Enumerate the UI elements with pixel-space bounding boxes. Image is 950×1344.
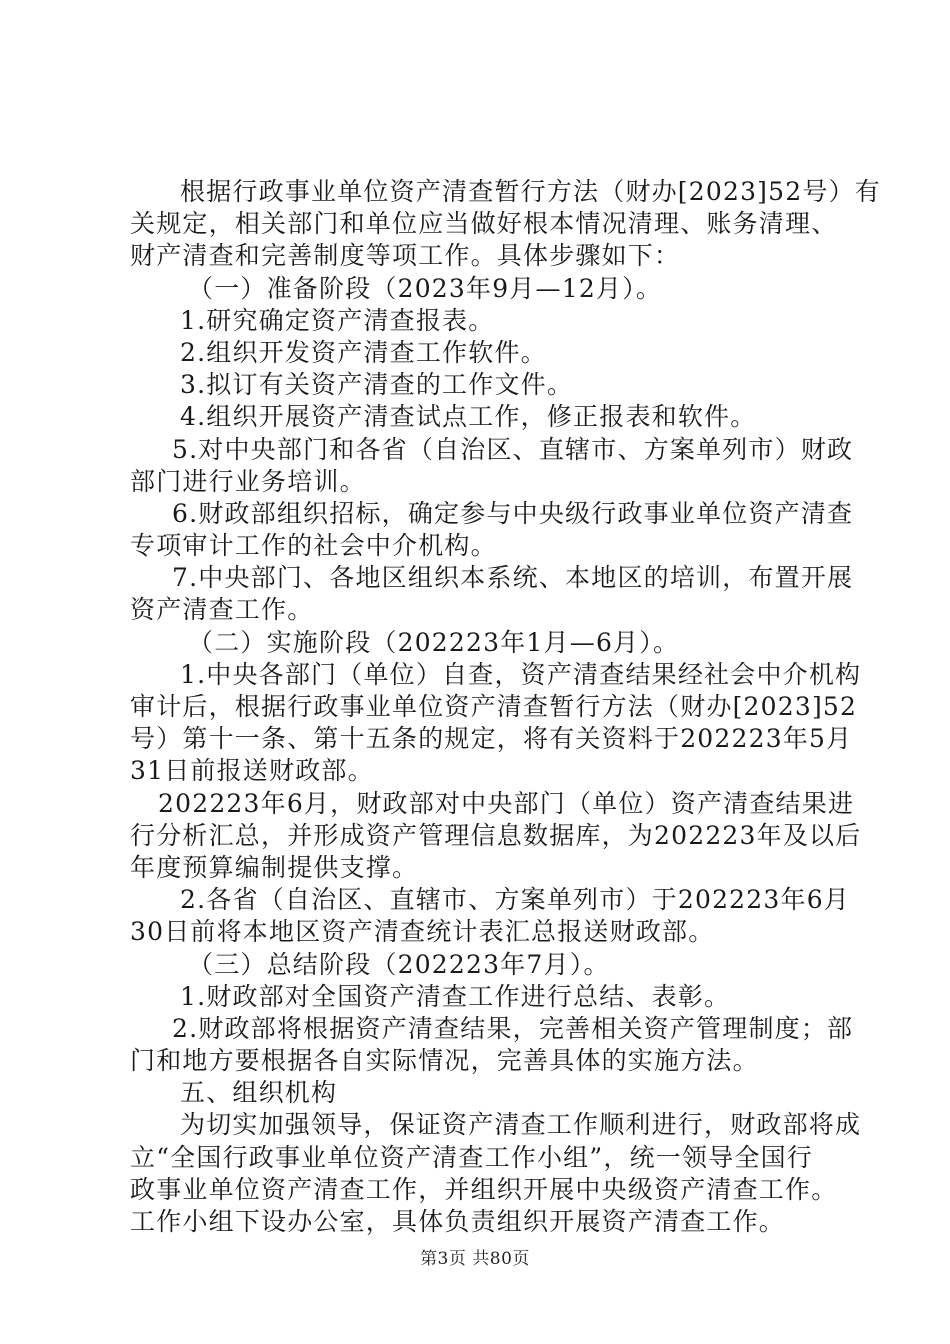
list-item: 1.财政部对全国资产清查工作进行总结、表彰。: [180, 981, 731, 1011]
section-heading: （一）准备阶段（2023年9月—12月）。: [188, 273, 663, 303]
list-item: 7.中央部门、各地区组织本系统、本地区的培训，布置开展: [172, 563, 854, 593]
paragraph-line: 专项审计工作的社会中介机构。: [130, 531, 497, 561]
page-number-footer: 第3页 共80页: [420, 1249, 530, 1269]
paragraph-line: 根据行政事业单位资产清查暂行方法（财办[2023]52号）有: [180, 177, 881, 206]
list-item: 3.拟订有关资产清查的工作文件。: [180, 370, 574, 400]
list-item: 2.组织开发资产清查工作软件。: [180, 337, 547, 367]
paragraph-line: 财产清查和完善制度等项工作。具体步骤如下：: [130, 241, 681, 271]
section-heading: （二）实施阶段（202223年1月—6月）。: [188, 627, 680, 657]
section-heading: （三）总结阶段（202223年7月）。: [188, 949, 610, 979]
list-item: 2.各省（自治区、直辖市、方案单列市）于202223年6月: [180, 885, 850, 915]
paragraph-line: 资产清查工作。: [130, 595, 314, 625]
paragraph-line: 政事业单位资产清查工作，并组织开展中央级资产清查工作。: [130, 1174, 838, 1204]
paragraph-line: 行分析汇总，并形成资产管理信息数据库，为202223年及以后: [130, 820, 862, 850]
paragraph-line: 号）第十一条、第十五条的规定，将有关资料于202223年5月: [130, 724, 853, 754]
paragraph-line: 审计后，根据行政事业单位资产清查暂行方法（财办[2023]52: [130, 692, 858, 721]
list-item: 5.对中央部门和各省（自治区、直辖市、方案单列市）财政: [172, 434, 854, 464]
paragraph-line: 部门进行业务培训。: [130, 466, 366, 496]
paragraph-line: 工作小组下设办公室，具体负责组织开展资产清查工作。: [130, 1207, 786, 1236]
list-item: 4.组织开展资产清查试点工作，修正报表和软件。: [180, 402, 757, 432]
list-item: 6.财政部组织招标，确定参与中央级行政事业单位资产清查: [172, 498, 854, 528]
list-item: 2.财政部将根据资产清查结果，完善相关资产管理制度；部: [172, 1013, 854, 1043]
list-item: 1.研究确定资产清查报表。: [180, 305, 495, 335]
paragraph-line: 年度预算编制提供支撑。: [130, 852, 419, 882]
paragraph-line: 202223年6月，财政部对中央部门（单位）资产清查结果进: [158, 788, 855, 818]
paragraph-line: 门和地方要根据各自实际情况，完善具体的实施方法。: [130, 1046, 759, 1076]
document-body: [130, 176, 881, 1238]
paragraph-line: 为切实加强领导，保证资产清查工作顺利进行，财政部将成: [180, 1110, 862, 1140]
section-heading: 五、组织机构: [180, 1078, 338, 1108]
list-item: 1.中央各部门（单位）自查，资产清查结果经社会中介机构: [180, 659, 862, 689]
paragraph-line: 31日前报送财政部。: [130, 756, 374, 786]
paragraph-line: 立“全国行政事业单位资产清查工作小组”，统一领导全国行: [130, 1142, 813, 1172]
paragraph-line: 30日前将本地区资产清查统计表汇总报送财政部。: [130, 917, 715, 947]
paragraph-line: 关规定，相关部门和单位应当做好根本情况清理、账务清理、: [130, 209, 838, 239]
